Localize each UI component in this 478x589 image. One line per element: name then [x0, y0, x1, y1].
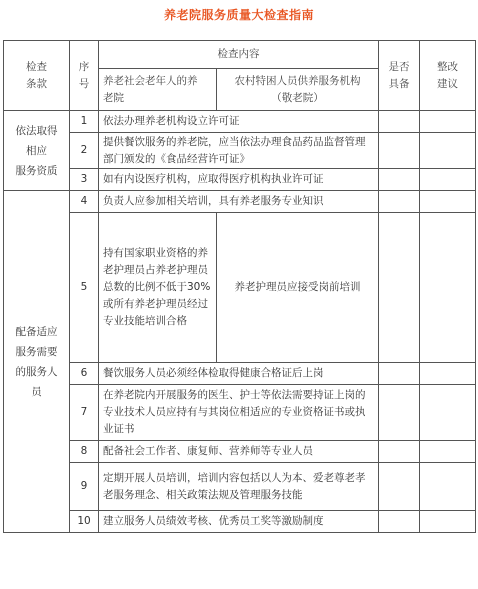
check-content: 如有内设医疗机构，应取得医疗机构执业许可证	[99, 169, 379, 191]
category-cell: 依法取得 相应 服务资质	[4, 111, 70, 191]
compliant-cell[interactable]	[379, 191, 420, 213]
header-row-1	[4, 41, 476, 69]
compliant-cell[interactable]	[379, 169, 420, 191]
row-number: 9	[70, 463, 99, 511]
header-compliant: 是否 具备	[379, 41, 420, 111]
compliant-cell[interactable]	[379, 133, 420, 169]
check-content: 提供餐饮服务的养老院，应当依法办理食品药品监督管理部门颁发的《食品经营许可证》	[99, 133, 379, 169]
compliant-cell[interactable]	[379, 385, 420, 441]
advice-cell[interactable]	[420, 363, 476, 385]
row-number: 2	[70, 133, 99, 169]
inspection-table	[3, 40, 476, 533]
advice-cell[interactable]	[420, 463, 476, 511]
row-number: 6	[70, 363, 99, 385]
check-content: 建立服务人员绩效考核、优秀员工奖等激励制度	[99, 511, 379, 533]
header-no: 序 号	[70, 41, 99, 111]
check-content: 负责人应参加相关培训，具有养老服务专业知识	[99, 191, 379, 213]
check-content: 定期开展人员培训，培训内容包括以人为本、爱老尊老孝老服务理念、相关政策法规及管理服务技能	[99, 463, 379, 511]
row-number: 10	[70, 511, 99, 533]
row-number: 5	[70, 213, 99, 363]
header-content: 检查内容	[99, 41, 379, 69]
table-row	[4, 363, 476, 385]
advice-cell[interactable]	[420, 441, 476, 463]
check-content: 在养老院内开展服务的医生、护士等依法需要持证上岗的专业技术人员应持有与其岗位相适应的专业资格证书或执业证书	[99, 385, 379, 441]
compliant-cell[interactable]	[379, 463, 420, 511]
compliant-cell[interactable]	[379, 213, 420, 363]
advice-cell[interactable]	[420, 111, 476, 133]
check-content: 餐饮服务人员必须经体检取得健康合格证后上岗	[99, 363, 379, 385]
table-row	[4, 385, 476, 441]
advice-cell[interactable]	[420, 511, 476, 533]
check-content-rural: 养老护理员应接受岗前培训	[217, 213, 379, 363]
table-row	[4, 111, 476, 133]
compliant-cell[interactable]	[379, 511, 420, 533]
advice-cell[interactable]	[420, 385, 476, 441]
table-row	[4, 441, 476, 463]
compliant-cell[interactable]	[379, 363, 420, 385]
category-cell: 配备适应 服务需要 的服务人 员	[4, 191, 70, 533]
advice-cell[interactable]	[420, 191, 476, 213]
table-row	[4, 191, 476, 213]
advice-cell[interactable]	[420, 133, 476, 169]
table-row	[4, 463, 476, 511]
compliant-cell[interactable]	[379, 441, 420, 463]
check-content: 依法办理养老机构设立许可证	[99, 111, 379, 133]
row-number: 1	[70, 111, 99, 133]
advice-cell[interactable]	[420, 169, 476, 191]
row-number: 4	[70, 191, 99, 213]
header-category: 检查 条款	[4, 41, 70, 111]
row-number: 8	[70, 441, 99, 463]
row-number: 3	[70, 169, 99, 191]
check-content-social: 持有国家职业资格的养老护理员占养老护理员总数的比例不低于30%或所有养老护理员经过专业技能培训合格	[99, 213, 217, 363]
header-rural: 农村特困人员供养服务机构 （敬老院）	[217, 69, 379, 111]
table-row	[4, 511, 476, 533]
table-row	[4, 169, 476, 191]
compliant-cell[interactable]	[379, 111, 420, 133]
table-row	[4, 133, 476, 169]
table-row	[4, 213, 476, 363]
header-social: 养老社会老年人的养 老院	[99, 69, 217, 111]
page-title: 养老院服务质量大检查指南	[163, 8, 314, 22]
check-content: 配备社会工作者、康复师、营养师等专业人员	[99, 441, 379, 463]
advice-cell[interactable]	[420, 213, 476, 363]
header-advice: 整改 建议	[420, 41, 476, 111]
row-number: 7	[70, 385, 99, 441]
